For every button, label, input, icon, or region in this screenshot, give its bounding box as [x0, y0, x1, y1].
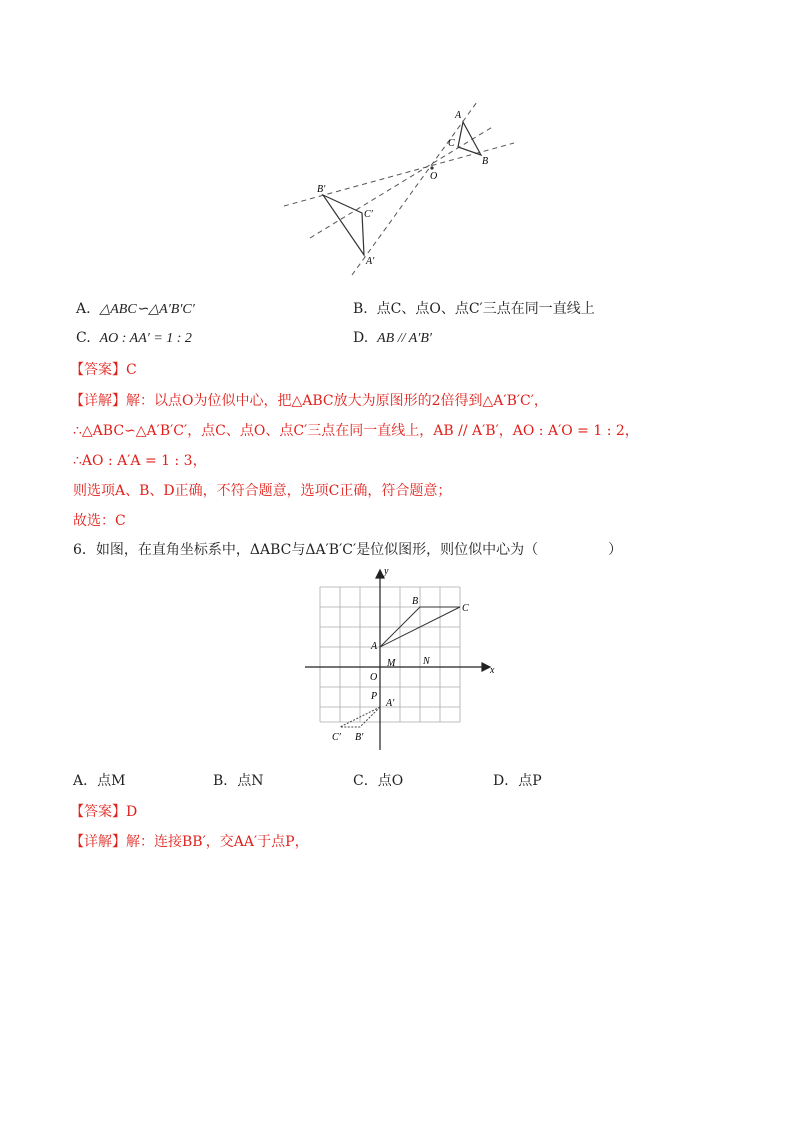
q5-figure — [280, 100, 520, 280]
label-a: A — [371, 641, 378, 652]
triangle-a1b1c1 — [323, 195, 364, 255]
option-text: 点O — [377, 773, 404, 789]
option-text: AO : AA′ = 1 : 2 — [99, 331, 192, 346]
label-n: N — [423, 656, 430, 667]
q5-detail-line-1: 【详解】解：以点O为位似中心，把△ABC放大为原图形的2倍得到△A′B′C′， — [70, 393, 548, 409]
q6-option-c — [353, 771, 403, 791]
q6-option-b — [213, 771, 264, 791]
q5-option-b — [353, 299, 595, 319]
label-a1: A′ — [366, 256, 375, 267]
option-text: △ABC∽△A′B′C′ — [99, 302, 195, 317]
option-text: 点C、点O、点C′三点在同一直线上 — [376, 301, 595, 317]
label-b: B — [412, 596, 419, 607]
option-letter: B. — [353, 301, 368, 317]
label-o: O — [430, 171, 438, 182]
option-text: 点M — [97, 773, 126, 789]
label-p: P — [371, 691, 378, 702]
q5-detail-line-3: ∴AO : A′A = 1 : 3， — [73, 453, 207, 469]
option-text: 点N — [237, 773, 264, 789]
q6-answer: 【答案】D — [70, 804, 138, 820]
option-letter: D. — [353, 330, 369, 346]
label-a1: A′ — [386, 698, 395, 709]
q5-detail-line-4: 则选项A、B、D正确，不符合题意，选项C正确，符合题意； — [73, 483, 452, 499]
option-letter: C． — [353, 773, 378, 789]
q5-answer: 【答案】C — [70, 362, 137, 378]
label-c1: C′ — [364, 209, 373, 220]
label-o: O — [370, 672, 378, 683]
option-letter: C. — [76, 330, 91, 346]
q5-option-a — [76, 299, 195, 320]
dashed-line-aa — [352, 102, 477, 275]
q6-detail: 【详解】解：连接BB′，交AA′于点P， — [70, 834, 309, 850]
label-m: M — [387, 658, 396, 669]
label-y: y — [384, 566, 389, 577]
label-c: C — [448, 138, 455, 149]
option-text: AB // A′B′ — [377, 331, 432, 346]
option-letter: A. — [76, 301, 91, 317]
q6-option-d — [493, 771, 542, 791]
dashed-line-cc — [310, 126, 494, 238]
label-b: B — [482, 156, 489, 167]
label-b1: B′ — [355, 732, 364, 743]
q6-figure — [300, 560, 500, 760]
q5-option-c — [76, 328, 192, 349]
q6-stem: 6．如图，在直角坐标系中，ΔABC与ΔA′B′C′是位似图形，则位似中心为（ ） — [73, 542, 623, 558]
q6-option-a — [73, 771, 125, 791]
q5-detail-line-2: ∴△ABC∽△A′B′C′，点C、点O、点C′三点在同一直线上，AB // A′B′，AO : A′O = 1 : 2， — [73, 423, 639, 439]
option-text: 点P — [518, 773, 542, 789]
label-a: A — [455, 110, 462, 121]
label-c1: C′ — [332, 732, 341, 743]
label-x: x — [490, 665, 495, 676]
x-axis-arrow-icon — [482, 663, 490, 671]
option-letter: A． — [73, 773, 98, 789]
q5-detail-line-5: 故选：C — [73, 513, 126, 529]
option-letter: D． — [493, 773, 519, 789]
label-c: C — [462, 603, 469, 614]
y-axis-arrow-icon — [376, 570, 384, 578]
label-b1: B′ — [317, 184, 326, 195]
option-letter: B． — [213, 773, 238, 789]
triangle-abc — [458, 122, 481, 155]
q5-option-d — [353, 328, 432, 349]
